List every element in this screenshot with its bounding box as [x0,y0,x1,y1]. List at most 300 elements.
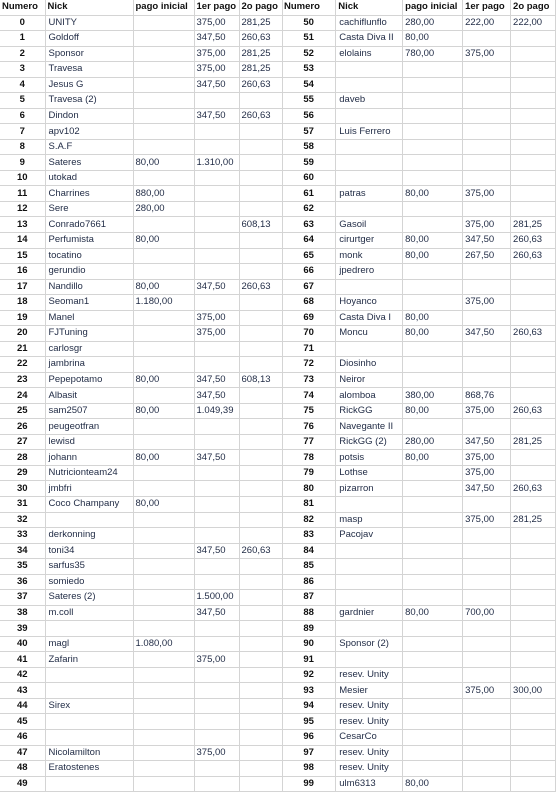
cell-2o-pago[interactable] [239,605,282,621]
header-2o-pago[interactable]: 2o pago [511,0,556,15]
cell-nick[interactable]: daveb [336,93,403,109]
cell-numero[interactable]: 70 [282,326,336,342]
cell-2o-pago[interactable]: 260,63 [239,108,282,124]
cell-1er-pago[interactable] [194,248,239,264]
cell-2o-pago[interactable] [511,310,556,326]
cell-pago-inicial[interactable] [403,217,463,233]
cell-nick[interactable]: CesarCo [336,729,403,745]
cell-1er-pago[interactable] [194,232,239,248]
cell-nick[interactable]: Lothse [336,465,403,481]
cell-nick[interactable]: Pacojav [336,528,403,544]
cell-2o-pago[interactable] [239,729,282,745]
cell-2o-pago[interactable] [239,450,282,466]
cell-2o-pago[interactable] [511,62,556,78]
cell-pago-inicial[interactable] [403,590,463,606]
cell-2o-pago[interactable] [239,139,282,155]
cell-1er-pago[interactable] [463,310,511,326]
cell-nick[interactable] [45,729,133,745]
cell-numero[interactable]: 30 [0,481,45,497]
cell-1er-pago[interactable] [463,341,511,357]
cell-pago-inicial[interactable] [403,124,463,140]
cell-2o-pago[interactable] [239,170,282,186]
cell-2o-pago[interactable] [511,341,556,357]
cell-numero[interactable]: 57 [282,124,336,140]
cell-1er-pago[interactable] [194,574,239,590]
cell-1er-pago[interactable]: 375,00 [194,326,239,342]
cell-numero[interactable]: 15 [0,248,45,264]
cell-numero[interactable]: 16 [0,264,45,280]
cell-pago-inicial[interactable]: 780,00 [403,46,463,62]
cell-numero[interactable]: 9 [0,155,45,171]
cell-nick[interactable] [336,201,403,217]
cell-nick[interactable]: resev. Unity [336,761,403,777]
cell-nick[interactable]: ulm6313 [336,776,403,792]
cell-nick[interactable]: resev. Unity [336,714,403,730]
cell-nick[interactable]: resev. Unity [336,667,403,683]
cell-nick[interactable]: pizarron [336,481,403,497]
cell-numero[interactable]: 92 [282,667,336,683]
cell-1er-pago[interactable] [463,714,511,730]
cell-pago-inicial[interactable] [403,652,463,668]
cell-2o-pago[interactable] [239,636,282,652]
cell-nick[interactable]: Dindon [45,108,133,124]
cell-numero[interactable]: 7 [0,124,45,140]
cell-2o-pago[interactable] [239,481,282,497]
cell-2o-pago[interactable] [239,155,282,171]
cell-1er-pago[interactable] [463,543,511,559]
header-numero[interactable]: Numero [0,0,45,15]
cell-nick[interactable]: sarfus35 [45,559,133,575]
cell-2o-pago[interactable] [511,279,556,295]
cell-pago-inicial[interactable]: 80,00 [403,326,463,342]
cell-numero[interactable]: 94 [282,698,336,714]
cell-1er-pago[interactable] [463,108,511,124]
cell-nick[interactable]: Casta Diva I [336,310,403,326]
cell-2o-pago[interactable] [511,497,556,513]
cell-pago-inicial[interactable]: 80,00 [133,155,194,171]
header-1er-pago[interactable]: 1er pago [194,0,239,15]
cell-nick[interactable]: resev. Unity [336,698,403,714]
cell-2o-pago[interactable] [239,559,282,575]
cell-numero[interactable]: 6 [0,108,45,124]
cell-numero[interactable]: 78 [282,450,336,466]
cell-nick[interactable]: Moncu [336,326,403,342]
cell-nick[interactable]: tocatino [45,248,133,264]
cell-1er-pago[interactable]: 375,00 [463,512,511,528]
cell-1er-pago[interactable] [194,217,239,233]
cell-nick[interactable]: Sponsor (2) [336,636,403,652]
cell-pago-inicial[interactable] [403,621,463,637]
cell-1er-pago[interactable]: 375,00 [194,310,239,326]
cell-1er-pago[interactable] [463,761,511,777]
cell-1er-pago[interactable]: 347,50 [463,232,511,248]
cell-2o-pago[interactable] [511,590,556,606]
cell-1er-pago[interactable] [194,264,239,280]
cell-pago-inicial[interactable]: 80,00 [403,31,463,47]
cell-nick[interactable]: jmbfri [45,481,133,497]
header-pago-inicial[interactable]: pago inicial [133,0,194,15]
cell-2o-pago[interactable]: 300,00 [511,683,556,699]
cell-pago-inicial[interactable] [133,248,194,264]
cell-1er-pago[interactable]: 868,76 [463,388,511,404]
cell-numero[interactable]: 62 [282,201,336,217]
cell-nick[interactable]: m.coll [45,605,133,621]
cell-nick[interactable]: Hoyanco [336,295,403,311]
cell-2o-pago[interactable] [511,46,556,62]
cell-1er-pago[interactable] [463,698,511,714]
cell-numero[interactable]: 2 [0,46,45,62]
cell-2o-pago[interactable] [511,698,556,714]
cell-1er-pago[interactable] [194,559,239,575]
cell-2o-pago[interactable] [239,512,282,528]
cell-2o-pago[interactable] [511,450,556,466]
cell-2o-pago[interactable] [239,357,282,373]
cell-pago-inicial[interactable] [403,341,463,357]
cell-2o-pago[interactable] [511,714,556,730]
cell-nick[interactable]: masp [336,512,403,528]
cell-numero[interactable]: 24 [0,388,45,404]
cell-numero[interactable]: 21 [0,341,45,357]
cell-pago-inicial[interactable] [403,465,463,481]
cell-pago-inicial[interactable] [403,170,463,186]
cell-2o-pago[interactable] [239,248,282,264]
cell-pago-inicial[interactable] [133,93,194,109]
cell-nick[interactable] [336,341,403,357]
cell-2o-pago[interactable]: 608,13 [239,217,282,233]
cell-pago-inicial[interactable] [133,512,194,528]
cell-numero[interactable]: 42 [0,667,45,683]
cell-pago-inicial[interactable] [403,481,463,497]
cell-numero[interactable]: 58 [282,139,336,155]
cell-numero[interactable]: 73 [282,372,336,388]
cell-pago-inicial[interactable] [403,497,463,513]
cell-numero[interactable]: 59 [282,155,336,171]
cell-numero[interactable]: 84 [282,543,336,559]
cell-nick[interactable]: Sateres (2) [45,590,133,606]
cell-2o-pago[interactable]: 281,25 [511,434,556,450]
cell-numero[interactable]: 45 [0,714,45,730]
cell-nick[interactable] [336,170,403,186]
cell-1er-pago[interactable] [463,357,511,373]
cell-pago-inicial[interactable] [403,279,463,295]
cell-2o-pago[interactable] [511,465,556,481]
cell-nick[interactable]: Sirex [45,698,133,714]
cell-1er-pago[interactable]: 267,50 [463,248,511,264]
cell-numero[interactable]: 51 [282,31,336,47]
cell-pago-inicial[interactable] [133,108,194,124]
cell-numero[interactable]: 65 [282,248,336,264]
cell-numero[interactable]: 66 [282,264,336,280]
cell-2o-pago[interactable] [239,465,282,481]
cell-numero[interactable]: 96 [282,729,336,745]
cell-1er-pago[interactable]: 347,50 [194,605,239,621]
cell-nick[interactable]: Diosinho [336,357,403,373]
cell-numero[interactable]: 27 [0,434,45,450]
cell-pago-inicial[interactable]: 80,00 [403,232,463,248]
cell-2o-pago[interactable] [239,621,282,637]
cell-numero[interactable]: 5 [0,93,45,109]
cell-2o-pago[interactable] [239,186,282,202]
cell-numero[interactable]: 68 [282,295,336,311]
cell-nick[interactable]: UNITY [45,15,133,31]
cell-pago-inicial[interactable] [133,15,194,31]
cell-numero[interactable]: 99 [282,776,336,792]
cell-2o-pago[interactable] [239,776,282,792]
cell-numero[interactable]: 20 [0,326,45,342]
cell-pago-inicial[interactable]: 380,00 [403,388,463,404]
cell-2o-pago[interactable] [511,388,556,404]
cell-2o-pago[interactable] [239,403,282,419]
cell-nick[interactable] [45,714,133,730]
cell-numero[interactable]: 31 [0,497,45,513]
cell-2o-pago[interactable] [511,93,556,109]
cell-2o-pago[interactable] [239,124,282,140]
cell-nick[interactable]: FJTuning [45,326,133,342]
cell-numero[interactable]: 53 [282,62,336,78]
cell-1er-pago[interactable]: 375,00 [463,217,511,233]
cell-nick[interactable] [336,279,403,295]
cell-numero[interactable]: 72 [282,357,336,373]
cell-1er-pago[interactable]: 1.310,00 [194,155,239,171]
cell-pago-inicial[interactable]: 80,00 [403,310,463,326]
cell-pago-inicial[interactable] [133,124,194,140]
cell-numero[interactable]: 40 [0,636,45,652]
cell-2o-pago[interactable] [511,139,556,155]
cell-pago-inicial[interactable] [133,761,194,777]
cell-2o-pago[interactable] [239,388,282,404]
cell-pago-inicial[interactable]: 80,00 [403,776,463,792]
cell-2o-pago[interactable]: 260,63 [511,248,556,264]
cell-2o-pago[interactable]: 608,13 [239,372,282,388]
cell-pago-inicial[interactable] [133,621,194,637]
cell-nick[interactable]: Navegante II [336,419,403,435]
cell-1er-pago[interactable] [194,465,239,481]
cell-nick[interactable]: somiedo [45,574,133,590]
cell-2o-pago[interactable] [239,310,282,326]
cell-pago-inicial[interactable] [403,372,463,388]
cell-numero[interactable]: 34 [0,543,45,559]
cell-pago-inicial[interactable] [403,139,463,155]
cell-pago-inicial[interactable] [403,667,463,683]
cell-numero[interactable]: 13 [0,217,45,233]
cell-numero[interactable]: 56 [282,108,336,124]
cell-pago-inicial[interactable] [403,528,463,544]
cell-2o-pago[interactable] [239,714,282,730]
cell-numero[interactable]: 36 [0,574,45,590]
cell-numero[interactable]: 93 [282,683,336,699]
cell-numero[interactable]: 69 [282,310,336,326]
cell-1er-pago[interactable] [194,201,239,217]
cell-numero[interactable]: 52 [282,46,336,62]
cell-nick[interactable]: elolains [336,46,403,62]
cell-numero[interactable]: 22 [0,357,45,373]
cell-pago-inicial[interactable]: 80,00 [403,450,463,466]
cell-numero[interactable]: 32 [0,512,45,528]
cell-nick[interactable] [336,652,403,668]
cell-2o-pago[interactable]: 260,63 [511,481,556,497]
cell-numero[interactable]: 47 [0,745,45,761]
cell-1er-pago[interactable] [463,31,511,47]
cell-pago-inicial[interactable] [133,528,194,544]
cell-1er-pago[interactable]: 375,00 [194,46,239,62]
cell-1er-pago[interactable]: 1.500,00 [194,590,239,606]
cell-2o-pago[interactable] [511,124,556,140]
cell-pago-inicial[interactable]: 80,00 [403,186,463,202]
cell-pago-inicial[interactable]: 880,00 [133,186,194,202]
cell-numero[interactable]: 0 [0,15,45,31]
cell-1er-pago[interactable] [194,357,239,373]
cell-numero[interactable]: 14 [0,232,45,248]
cell-numero[interactable]: 46 [0,729,45,745]
cell-nick[interactable]: RickGG (2) [336,434,403,450]
cell-1er-pago[interactable] [194,434,239,450]
cell-pago-inicial[interactable]: 1.180,00 [133,295,194,311]
cell-2o-pago[interactable] [511,201,556,217]
cell-numero[interactable]: 48 [0,761,45,777]
cell-pago-inicial[interactable]: 1.080,00 [133,636,194,652]
cell-2o-pago[interactable] [511,155,556,171]
cell-numero[interactable]: 49 [0,776,45,792]
cell-nick[interactable]: cachiflunflo [336,15,403,31]
cell-2o-pago[interactable] [511,372,556,388]
cell-pago-inicial[interactable] [133,357,194,373]
cell-2o-pago[interactable] [511,170,556,186]
cell-pago-inicial[interactable] [133,264,194,280]
cell-1er-pago[interactable] [463,636,511,652]
cell-nick[interactable]: Manel [45,310,133,326]
cell-2o-pago[interactable] [239,497,282,513]
cell-2o-pago[interactable]: 260,63 [511,326,556,342]
cell-1er-pago[interactable]: 347,50 [194,450,239,466]
cell-1er-pago[interactable]: 375,00 [194,652,239,668]
cell-numero[interactable]: 76 [282,419,336,435]
cell-2o-pago[interactable] [239,434,282,450]
cell-2o-pago[interactable] [239,264,282,280]
cell-pago-inicial[interactable] [403,559,463,575]
cell-nick[interactable]: johann [45,450,133,466]
cell-nick[interactable]: Mesier [336,683,403,699]
cell-numero[interactable]: 81 [282,497,336,513]
cell-1er-pago[interactable] [194,186,239,202]
cell-pago-inicial[interactable] [403,512,463,528]
cell-1er-pago[interactable]: 375,00 [463,46,511,62]
cell-numero[interactable]: 80 [282,481,336,497]
cell-pago-inicial[interactable] [133,326,194,342]
cell-1er-pago[interactable] [463,729,511,745]
cell-nick[interactable]: lewisd [45,434,133,450]
cell-numero[interactable]: 64 [282,232,336,248]
cell-1er-pago[interactable]: 347,50 [463,434,511,450]
cell-1er-pago[interactable]: 347,50 [194,108,239,124]
cell-numero[interactable]: 4 [0,77,45,93]
cell-2o-pago[interactable] [511,652,556,668]
cell-pago-inicial[interactable] [133,590,194,606]
cell-numero[interactable]: 77 [282,434,336,450]
cell-numero[interactable]: 29 [0,465,45,481]
cell-nick[interactable]: Sere [45,201,133,217]
cell-numero[interactable]: 71 [282,341,336,357]
cell-1er-pago[interactable] [194,698,239,714]
cell-nick[interactable]: Travesa (2) [45,93,133,109]
cell-numero[interactable]: 95 [282,714,336,730]
cell-numero[interactable]: 91 [282,652,336,668]
cell-1er-pago[interactable] [463,279,511,295]
cell-nick[interactable]: toni34 [45,543,133,559]
cell-nick[interactable]: utokad [45,170,133,186]
cell-pago-inicial[interactable] [133,388,194,404]
cell-numero[interactable]: 33 [0,528,45,544]
cell-nick[interactable]: resev. Unity [336,745,403,761]
cell-2o-pago[interactable]: 222,00 [511,15,556,31]
cell-numero[interactable]: 17 [0,279,45,295]
cell-numero[interactable]: 25 [0,403,45,419]
cell-2o-pago[interactable] [239,574,282,590]
cell-2o-pago[interactable] [511,264,556,280]
cell-numero[interactable]: 67 [282,279,336,295]
cell-nick[interactable]: Pepepotamo [45,372,133,388]
cell-1er-pago[interactable] [463,528,511,544]
cell-numero[interactable]: 8 [0,139,45,155]
cell-1er-pago[interactable] [194,481,239,497]
cell-numero[interactable]: 10 [0,170,45,186]
cell-2o-pago[interactable] [239,528,282,544]
cell-pago-inicial[interactable]: 280,00 [133,201,194,217]
cell-2o-pago[interactable] [511,419,556,435]
cell-1er-pago[interactable] [463,652,511,668]
cell-pago-inicial[interactable] [133,310,194,326]
cell-pago-inicial[interactable]: 280,00 [403,434,463,450]
cell-1er-pago[interactable]: 375,00 [463,186,511,202]
cell-nick[interactable]: Travesa [45,62,133,78]
cell-2o-pago[interactable] [511,667,556,683]
cell-1er-pago[interactable] [463,139,511,155]
cell-nick[interactable]: jambrina [45,357,133,373]
cell-nick[interactable]: Albasit [45,388,133,404]
cell-2o-pago[interactable] [511,559,556,575]
cell-1er-pago[interactable] [194,761,239,777]
cell-pago-inicial[interactable] [133,729,194,745]
cell-nick[interactable]: Jesus G [45,77,133,93]
cell-2o-pago[interactable]: 281,25 [511,217,556,233]
cell-pago-inicial[interactable] [403,357,463,373]
cell-2o-pago[interactable]: 281,25 [239,15,282,31]
cell-nick[interactable] [336,497,403,513]
cell-2o-pago[interactable] [239,201,282,217]
cell-2o-pago[interactable] [239,652,282,668]
cell-1er-pago[interactable] [194,124,239,140]
cell-2o-pago[interactable] [511,745,556,761]
cell-1er-pago[interactable] [194,139,239,155]
cell-pago-inicial[interactable]: 80,00 [133,372,194,388]
cell-nick[interactable]: derkonning [45,528,133,544]
cell-numero[interactable]: 3 [0,62,45,78]
cell-1er-pago[interactable] [463,264,511,280]
cell-2o-pago[interactable]: 281,25 [239,46,282,62]
cell-pago-inicial[interactable] [403,77,463,93]
cell-2o-pago[interactable] [239,295,282,311]
cell-1er-pago[interactable] [194,295,239,311]
cell-nick[interactable] [336,543,403,559]
cell-1er-pago[interactable] [194,341,239,357]
cell-1er-pago[interactable] [194,636,239,652]
cell-nick[interactable]: peugeotfran [45,419,133,435]
cell-2o-pago[interactable] [239,326,282,342]
cell-2o-pago[interactable]: 260,63 [239,279,282,295]
cell-2o-pago[interactable] [239,341,282,357]
cell-2o-pago[interactable] [511,108,556,124]
cell-nick[interactable]: Seoman1 [45,295,133,311]
cell-pago-inicial[interactable] [403,745,463,761]
